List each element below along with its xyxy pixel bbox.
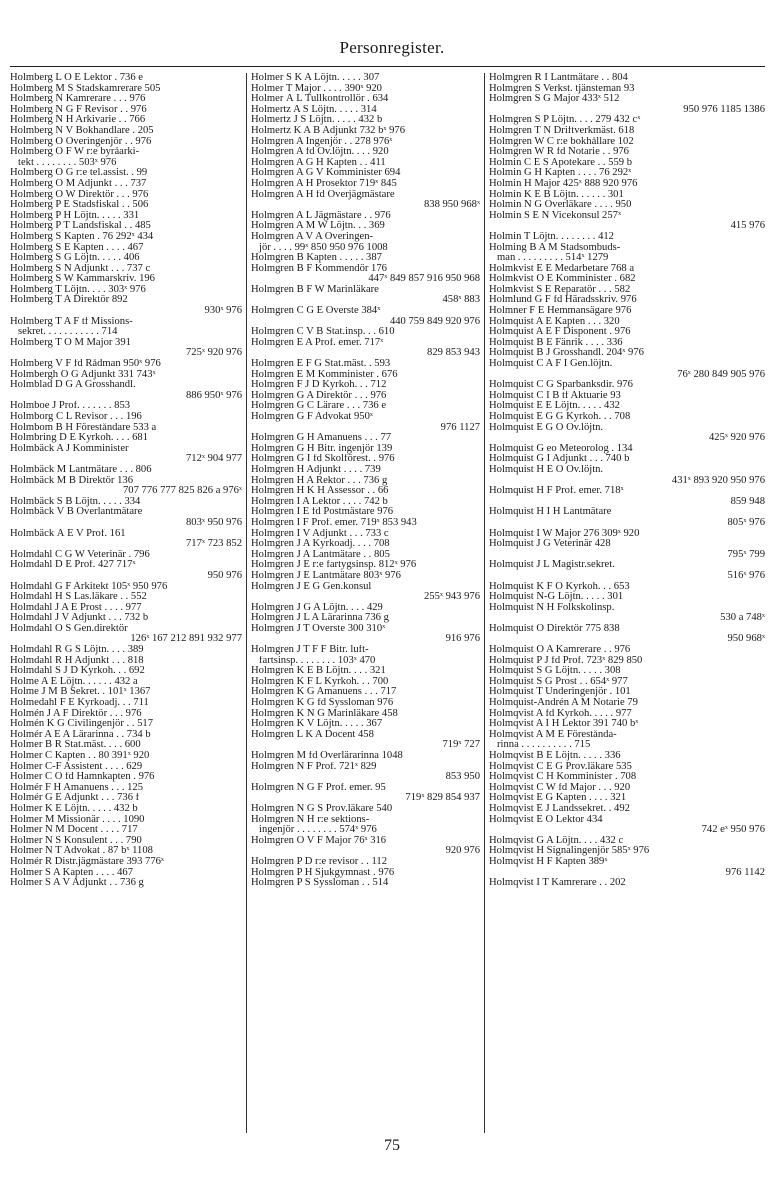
- register-entry: man . . . . . . . . . 514ˣ 1279: [497, 253, 609, 264]
- register-entry: Holmgren K G fd Syssloman 976: [251, 698, 394, 709]
- register-entry: Holmbäck A J Komminister: [10, 443, 129, 454]
- register-entry: sekret. . . . . . . . . . . 714: [18, 327, 118, 338]
- register-entry-continuation: 950 976: [207, 570, 242, 581]
- register-entry: Holmgren P D r:e revisor . . 112: [251, 856, 388, 867]
- register-entry: Holmgren J T Överste 300 310ˣ: [251, 623, 386, 634]
- register-entry: Holmgren A L Jägmästare . . 976: [251, 210, 391, 221]
- register-entry: Holmer B R Stat.mäst. . . . 600: [10, 740, 141, 751]
- register-entry-continuation: 440 759 849 920 976: [389, 316, 480, 327]
- register-entry: Holmén J A F Direktör . . . 976: [10, 708, 142, 719]
- register-entry: Holmgren E F G Stat.mäst. . 593: [251, 359, 391, 370]
- register-entry: Holmdahl C G W Veterinär . 796: [10, 549, 150, 560]
- register-entry: Holmqvist H Signalingenjör 585ˣ 976: [489, 846, 650, 857]
- register-column-3: [484, 73, 765, 1133]
- register-entry: Holmgren K F L Kyrkoh. . . 700: [251, 676, 389, 687]
- register-entry: Holmgren N F Prof. 721ˣ 829: [251, 761, 377, 772]
- register-entry: Holmgren J L A Lärarinna 736 g: [251, 613, 389, 624]
- page-number: 75: [384, 1137, 400, 1154]
- register-entry: Holming B A M Stadsombuds-: [489, 242, 621, 253]
- register-entry: Holmqvist C E G Prov.läkare 535: [489, 761, 632, 772]
- register-entry: Holme J M B Sekret. . 101ˣ 1367: [10, 687, 151, 698]
- register-entry: Holmertz J S Löjtn. . . . . 432 b: [251, 115, 383, 126]
- register-entry: Holmer S K A Löjtn. . . . . 307: [251, 73, 380, 83]
- register-entry: Holmér A E A Lärarinna . . 734 b: [10, 729, 151, 740]
- register-entry-continuation: 516ˣ 976: [727, 570, 765, 581]
- register-entry: Holmqvist C W fd Major . . . 920: [489, 782, 631, 793]
- register-entry: Holmgren K G Amanuens . . . 717: [251, 687, 397, 698]
- register-entry: Holmgren N G F Prof. emer. 95: [251, 782, 386, 793]
- register-entry: Holmgren G A Direktör . . . 976: [251, 390, 387, 401]
- register-entry: Holmdahl J V Adjunkt . . . 732 b: [10, 613, 149, 624]
- register-entry: ingenjör . . . . . . . . 574ˣ 976: [259, 825, 377, 836]
- register-entry: Holmberg O W Direktör . . . 976: [10, 189, 149, 200]
- register-entry: Holmberg O F W r:e byråarki-: [10, 147, 140, 158]
- register-entry: Holmqvist B E Löjtn. . . . . 336: [489, 751, 621, 761]
- register-entry: Holmquist E G G Kyrkoh. . . 708: [489, 412, 631, 422]
- register-entry: Holmberg T Löjtn. . . . 303ˣ 976: [10, 284, 146, 295]
- register-entry: Holmbäck Å E V Prof. 161: [10, 528, 126, 539]
- register-entry: Holmdahl G F Arkitekt 105ˣ 950 976: [10, 581, 168, 592]
- register-entry: Holmberg M S Stadskamrerare 505: [10, 83, 161, 94]
- register-entry-continuation: 859 948: [730, 496, 765, 507]
- register-entry: Holmquist E E Löjtn. . . . . 432: [489, 401, 620, 412]
- register-entry: Holmberg V F fd Rådman 950ˣ 976: [10, 359, 161, 370]
- register-entry: Holmgren L K A Docent 458: [251, 729, 374, 740]
- register-entry: Holmgren W C r:e bokhållare 102: [489, 136, 634, 147]
- register-entry: Holmgren I V Adjunkt . . . 733 c: [251, 528, 389, 539]
- register-entry: Holmer Å L Tullkontrollör . 634: [251, 94, 389, 105]
- register-entry: Holmquist C G Sparbanksdir. 976: [489, 380, 633, 391]
- register-entry: Holmquist H E O Öv.löjtn.: [489, 464, 604, 475]
- register-entry: Holmgren A M W Löjtn. . . 369: [251, 221, 385, 232]
- register-entry: Holmberg S E Kapten . . . . 467: [10, 242, 144, 253]
- register-entry: Holmbäck S B Löjtn. . . . . 334: [10, 496, 141, 507]
- register-entry: Holmbring D E Kyrkoh. . . . 681: [10, 433, 149, 444]
- register-entry: Holmin N G Överläkare . . . . 950: [489, 200, 632, 211]
- register-entry: Holmberg O M Adjunkt . . . 737: [10, 178, 147, 189]
- register-entry: Holmberg N G F Revisor . . 976: [10, 104, 147, 115]
- register-columns: [10, 73, 765, 1133]
- register-entry: Holmer N S Konsulent . . . 790: [10, 835, 142, 846]
- register-entry: Holmner F E Hemmansägare 976: [489, 306, 632, 317]
- register-entry: Holmgren J E G Gen.konsul: [251, 581, 372, 592]
- register-entry: Holmquist S G Löjtn. . . . . 308: [489, 666, 621, 677]
- register-column-1: [10, 73, 246, 1133]
- register-entry: Holmqvist H F Kapten 389ˣ: [489, 856, 608, 867]
- register-entry: Holmer M Missionär . . . . 1090: [10, 814, 145, 825]
- register-entry: Holmquist K F O Kyrkoh. . . 653: [489, 581, 630, 592]
- register-entry-continuation: 126ˣ 167 212 891 932 977: [130, 634, 242, 645]
- register-entry: Holmgren R I Lantmätare . . 804: [489, 73, 628, 83]
- register-entry-continuation: 795ˣ 799: [727, 549, 765, 560]
- register-entry: Holmbäck M B Direktör 136: [10, 475, 133, 486]
- register-entry: Holmqvist E G Kapten . . . . 321: [489, 793, 627, 804]
- register-entry: Holmquist H F Prof. emer. 718ˣ: [489, 486, 624, 497]
- register-entry: Holmblad D G A Grosshandl.: [10, 380, 136, 391]
- register-entry: Holmer C O fd Hamnkapten . 976: [10, 772, 155, 783]
- register-entry: Holmqvist I T Kamrerare . . 202: [489, 878, 626, 889]
- register-entry: Holmer N M Docent . . . . 717: [10, 825, 138, 836]
- register-entry: Holmgren I E fd Postmästare 976: [251, 507, 394, 518]
- register-entry: jör . . . . 99ˣ 850 950 976 1008: [259, 242, 388, 253]
- register-entry-continuation: 717ˣ 723 852: [185, 539, 242, 550]
- register-entry: Holmberg T A F tf Missions-: [10, 316, 133, 327]
- register-entry: Holmertz A S Löjtn. . . . . 314: [251, 104, 377, 115]
- register-entry: Holmer C-F Assistent . . . . 629: [10, 761, 143, 772]
- register-entry: Holmquist I W Major 276 309ˣ 920: [489, 528, 640, 539]
- register-entry: Holmer S A Kapten . . . . 467: [10, 867, 133, 878]
- register-entry: Holmquist G eo Meteorolog . 134: [489, 443, 633, 454]
- register-entry: Holmdahl O S Gen.direktör: [10, 623, 128, 634]
- register-entry: Holmgren G H Amanuens . . . 77: [251, 433, 392, 444]
- register-entry: fartsinsp. . . . . . . . 103ˣ 470: [259, 655, 376, 666]
- register-entry: Holmquist S G Prost . . 654ˣ 977: [489, 676, 628, 687]
- register-entry: Holmgren E M Komminister . 676: [251, 369, 398, 380]
- register-entry: Holmberg S N Adjunkt . . . 737 c: [10, 263, 151, 274]
- register-entry: Holmin G H Kapten . . . . 76 292ˣ: [489, 168, 632, 179]
- register-entry: Holmberg S G Löjtn. . . . . 406: [10, 253, 140, 264]
- register-entry: Holmquist P J fd Prof. 723ˣ 829 850: [489, 655, 643, 666]
- register-entry: Holme A E Löjtn. . . . . . 432 a: [10, 676, 138, 687]
- register-entry: Holmberg P E Stadsfiskal . . 506: [10, 200, 149, 211]
- register-entry: Holmgren I A Lektor . . . . 742 b: [251, 496, 388, 507]
- register-entry-continuation: 930ˣ 976: [204, 306, 242, 317]
- register-entry: Holmér R Distr.jägmästare 393 776ˣ: [10, 856, 164, 867]
- register-entry: Holmgren A H Prosektor 719ˣ 845: [251, 178, 397, 189]
- register-entry: Holmgren B F Kommendör 176: [251, 263, 387, 274]
- register-entry: Holmqvist A fd Kyrkoh. . . . . 977: [489, 708, 632, 719]
- register-entry-continuation: 447ˣ 849 857 916 950 968: [368, 274, 480, 285]
- register-entry: Holmgren H K H Assessor . . 66: [251, 486, 389, 497]
- register-entry: Holmberg O G r:e tel.assist. . 99: [10, 168, 148, 179]
- register-entry: Holmgren G H Bitr. ingenjör 139: [251, 443, 393, 454]
- register-entry: Holmgren H Adjunkt . . . . 739: [251, 464, 381, 475]
- register-entry: Holmgren K E B Löjtn. . . . 321: [251, 666, 386, 677]
- register-entry-continuation: 886 950ˣ 976: [185, 390, 242, 401]
- register-entry: Holmlund G F fd Häradsskriv. 976: [489, 295, 637, 306]
- register-entry: Holmqvist C H Komminister . 708: [489, 772, 637, 783]
- register-entry: Holmgren O V F Major 76ˣ 316: [251, 835, 387, 846]
- register-entry-continuation: 458ˣ 883: [442, 295, 480, 306]
- register-entry: Holmgren S P Löjtn. . . . 279 432 cˣ: [489, 115, 641, 126]
- register-entry: Holmdahl D E Prof. 427 717ˣ: [10, 560, 136, 571]
- register-entry-continuation: 725ˣ 920 976: [185, 348, 242, 359]
- register-entry: Holmquist N H Folkskolinsp.: [489, 602, 615, 613]
- register-entry-continuation: 255ˣ 943 976: [423, 592, 480, 603]
- register-entry: Holmgren A V A Överingen-: [251, 231, 374, 242]
- register-entry: Holmberg N H Arkivarie . . 766: [10, 115, 146, 126]
- register-entry: Holmdahl R H Adjunkt . . . 818: [10, 655, 144, 666]
- register-entry: Holmdahl J A E Prost . . . . 977: [10, 602, 142, 613]
- register-entry: Holmquist H I H Lantmätare: [489, 507, 612, 518]
- register-entry: Holmquist N-G Löjtn. . . . . 301: [489, 592, 624, 603]
- register-entry: Holmquist-Andrén A M Notarie 79: [489, 698, 638, 709]
- register-entry: Holmberg S W Kammarskriv. 196: [10, 274, 155, 285]
- register-entry: Holmer N T Advokat . 87 bˣ 1108: [10, 846, 153, 857]
- register-entry: Holmberg T O M Major 391: [10, 337, 131, 348]
- register-entry: Holmgren E A Prof. emer. 717ˣ: [251, 337, 384, 348]
- register-entry: Holmqvist A M E Förestånda-: [489, 729, 617, 740]
- register-entry: Holmquist J G Veterinär 428: [489, 539, 611, 550]
- register-entry: Holmberg N Kamrerare . . . 976: [10, 94, 146, 105]
- register-entry: Holmgren N G S Prov.läkare 540: [251, 803, 393, 814]
- register-entry: Holmgren P S Syssloman . . 514: [251, 878, 389, 889]
- page-title: Personregister.: [339, 38, 445, 57]
- register-entry-continuation: 920 976: [445, 846, 480, 857]
- register-entry: Holmquist G I Adjunkt . . . 740 b: [489, 454, 630, 465]
- register-entry: Holmgren C G E Överste 384ˣ: [251, 306, 381, 317]
- register-entry: Holmedahl F E Kyrkoadj. . . 711: [10, 698, 149, 709]
- register-entry: Holmgren G C Lärare . . . 736 e: [251, 401, 387, 412]
- register-entry: Holmer K E Löjtn. . . . . 432 b: [10, 803, 138, 814]
- register-entry-continuation: 415 976: [730, 221, 765, 232]
- register-entry: Holmer T Major . . . . 390ˣ 920: [251, 83, 382, 94]
- register-entry-continuation: 950 976 1185 1386: [683, 104, 765, 115]
- register-entry: Holmqvist G A Löjtn. . . . 432 c: [489, 835, 624, 846]
- register-entry: Holmgren A G V Komminister 694: [251, 168, 401, 179]
- register-entry: Holmquist A E Kapten . . . 320: [489, 316, 620, 327]
- register-entry: Holmin K E B Löjtn. . . . . . 301: [489, 189, 624, 200]
- register-entry: Holmbäck M Lantmätare . . . 806: [10, 464, 152, 475]
- register-entry: Holmquist T Underingenjör . 101: [489, 687, 631, 698]
- register-entry: Holmgren G I fd Skolförest. . 976: [251, 454, 395, 465]
- register-entry-continuation: 719ˣ 727: [442, 740, 480, 751]
- register-entry: Holmgren F J D Kyrkoh. . . 712: [251, 380, 387, 391]
- register-entry: Holmertz K A B Adjunkt 732 bˣ 976: [251, 125, 406, 136]
- register-entry: Holmgren B F W Marinläkare: [251, 284, 379, 295]
- register-entry: Holmquist E G O Öv.löjtn.: [489, 422, 604, 433]
- register-entry: Holmgren G F Advokat 950ˣ: [251, 412, 373, 422]
- register-entry: Holmgren S G Major 433ˣ 512: [489, 94, 620, 105]
- register-entry: Holmqvist E J Landssekret. . 492: [489, 803, 630, 814]
- register-entry: Holmgren J A Lantmätare . . 805: [251, 549, 390, 560]
- register-entry: Holmin T Löjtn. . . . . . . . 412: [489, 231, 614, 242]
- register-entry: Holmgren A fd Öv.löjtn. . . . 920: [251, 147, 389, 158]
- register-entry: Holmgren J T F F Bitr. luft-: [251, 645, 369, 656]
- register-entry: Holmquist J L Magistr.sekret.: [489, 560, 615, 571]
- register-entry: Holmqvist E O Lektor 434: [489, 814, 603, 825]
- register-entry: Holmgren K N G Marinläkare 458: [251, 708, 398, 719]
- header-rule: [10, 66, 765, 67]
- register-entry: Holmgren I F Prof. emer. 719ˣ 853 943: [251, 517, 417, 528]
- register-entry: Holmgren H A Rektor . . . 736 g: [251, 475, 388, 486]
- register-entry: Holmdahl H S Las.läkare . . 552: [10, 592, 147, 603]
- register-entry: Holmgren J A Kyrkoadj. . . . 708: [251, 539, 390, 550]
- register-entry: Holmin H Major 425ˣ 888 920 976: [489, 178, 638, 189]
- register-entry-continuation: 829 853 943: [427, 348, 480, 359]
- register-entry: Holmbäck V B Överlantmätare: [10, 507, 143, 518]
- register-entry: Holmgren J G A Löjtn. . . . 429: [251, 602, 383, 613]
- register-entry: Holmin C E S Apotekare . . 559 b: [489, 157, 633, 168]
- register-entry: Holmberg S Kapten . 76 292ˣ 434: [10, 231, 154, 242]
- register-entry-continuation: 803ˣ 950 976: [185, 517, 242, 528]
- register-entry: Holmborg C L Revisor . . . 196: [10, 412, 142, 422]
- register-entry: Holmgren A G H Kapten . . 411: [251, 157, 386, 168]
- register-entry: Holmgren K V Löjtn. . . . . 367: [251, 719, 383, 730]
- register-entry: tekt . . . . . . . . 503ˣ 976: [18, 157, 117, 168]
- register-entry: Holmgren S Verkst. tjänsteman 93: [489, 83, 635, 94]
- register-entry: Holmdahl S J D Kyrkoh. . . 692: [10, 666, 145, 677]
- register-entry: Holmberg P H Löjtn. . . . . 331: [10, 210, 140, 221]
- register-entry-continuation: 712ˣ 904 977: [185, 454, 242, 465]
- register-entry: Holmgren C V B Stat.insp. . . 610: [251, 327, 395, 338]
- register-entry: Holmgren A H fd Överjägmästare: [251, 189, 395, 200]
- register-entry: Holmboe J Prof. . . . . . . 853: [10, 401, 131, 412]
- register-entry-continuation: 425ˣ 920 976: [708, 433, 765, 444]
- register-entry-continuation: 838 950 968ˣ: [423, 200, 480, 211]
- register-entry-continuation: 431ˣ 893 920 950 976: [671, 475, 765, 486]
- register-entry-continuation: 916 976: [445, 634, 480, 645]
- register-entry: Holmberg N V Bokhandlare . 205: [10, 125, 154, 136]
- register-entry: Holmér G E Adjunkt . . . 736 f: [10, 793, 140, 804]
- register-entry: Holmgren A Ingenjör . . 278 976ˣ: [251, 136, 393, 147]
- register-entry: Holmberg P T Landsfiskal . . 485: [10, 221, 151, 232]
- register-entry: Holmqvist A I H Lektor 391 740 bˣ: [489, 719, 639, 730]
- register-entry: Holmén K G Civilingenjör . . 517: [10, 719, 154, 730]
- register-entry: Holmer C Kapten . . 80 391ˣ 920: [10, 751, 150, 761]
- register-entry: Holmquist O Direktör 775 838: [489, 623, 620, 634]
- register-entry: Holmquist B J Grosshandl. 204ˣ 976: [489, 348, 644, 359]
- register-entry: Holmkvist S E Reparatör . . . 582: [489, 284, 631, 295]
- register-entry: Holmkvist E E Medarbetare 768 a: [489, 263, 635, 274]
- register-entry: Holmbom B H Föreståndare 533 a: [10, 422, 157, 433]
- register-entry: Holmquist A E F Disponent . 976: [489, 327, 631, 338]
- register-entry: Holmgren J E r:e fartygsinsp. 812ˣ 976: [251, 560, 417, 571]
- register-entry-continuation: 950 968ˣ: [727, 634, 765, 645]
- register-entry: rinna . . . . . . . . . . 715: [497, 740, 591, 751]
- register-entry: Holmberg L O E Lektor . 736 e: [10, 73, 143, 83]
- register-entry: Holmquist O A Kamrerare . . 976: [489, 645, 631, 656]
- register-entry: Holmgren B Kapten . . . . . 387: [251, 253, 382, 264]
- register-column-2: [246, 73, 484, 1133]
- register-entry: Holmgren P H Sjukgymnast . 976: [251, 867, 395, 878]
- register-entry: Holmgren N H r:e sektions-: [251, 814, 370, 825]
- register-entry: Holmer S A V Adjunkt . . 736 g: [10, 878, 144, 889]
- register-entry: Holmberg O Överingenjör . . 976: [10, 136, 152, 147]
- register-entry-continuation: 976 1142: [725, 867, 765, 878]
- register-entry: Holmgren W R fd Notarie . . 976: [489, 147, 629, 158]
- register-entry-continuation: 853 950: [445, 772, 480, 783]
- register-entry: Holmquist C I B tf Aktuarie 93: [489, 390, 621, 401]
- register-entry: Holmgren T N Driftverkmäst. 618: [489, 125, 635, 136]
- register-entry: Holmkvist O E Komminister . 682: [489, 274, 636, 285]
- register-entry-continuation: 805ˣ 976: [727, 517, 765, 528]
- register-entry: Holmbergh O G Adjunkt 331 743ˣ: [10, 369, 156, 380]
- register-entry: Holmgren M fd Överlärarinna 1048: [251, 751, 403, 761]
- register-entry-continuation: 707 776 777 825 826 a 976ˣ: [123, 486, 242, 497]
- register-entry: Holmquist C A F I Gen.löjtn.: [489, 359, 613, 370]
- register-entry: Holmquist B E Fänrik . . . . 336: [489, 337, 623, 348]
- register-entry-continuation: 530 a 748ˣ: [720, 613, 765, 624]
- register-entry-continuation: 742 eˣ 950 976: [701, 825, 765, 836]
- register-entry: Holmdahl R G S Löjtn. . . . 389: [10, 645, 144, 656]
- register-entry-continuation: 719ˣ 829 854 937: [405, 793, 480, 804]
- register-entry: Holmgren J E Lantmätare 803ˣ 976: [251, 570, 401, 581]
- register-entry: Holmberg T A Direktör 892: [10, 295, 128, 306]
- register-entry-continuation: 76ˣ 280 849 905 976: [677, 369, 765, 380]
- register-entry: Holmér F H Amanuens . . . 125: [10, 782, 144, 793]
- register-entry: Holmin S E N Vicekonsul 257ˣ: [489, 210, 622, 221]
- register-entry-continuation: 976 1127: [440, 422, 480, 433]
